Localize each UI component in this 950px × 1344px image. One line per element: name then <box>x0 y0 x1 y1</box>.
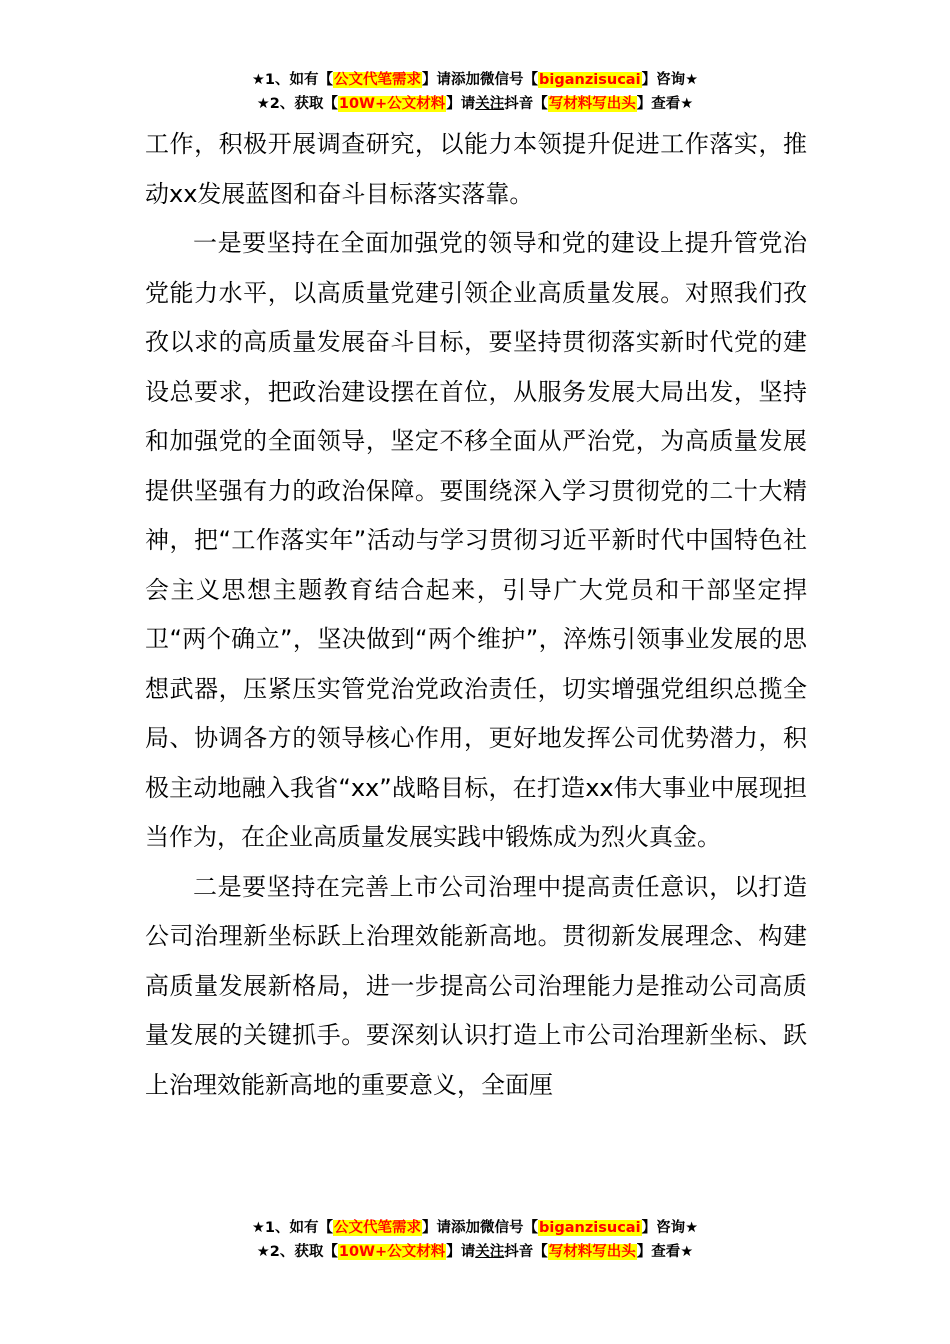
footer-line1-mid2: 微信号【 <box>480 1220 539 1236</box>
banner-line2-mid: 】请 <box>446 96 476 112</box>
banner-line1-highlight-wechat: biganzisucai <box>539 72 641 88</box>
document-body <box>145 120 807 1110</box>
footer-line1-suffix: 】咨询★ <box>641 1220 699 1236</box>
footer-banner-line-1 <box>0 1216 950 1240</box>
banner-line2-mid2: 抖音【 <box>504 96 548 112</box>
banner-line1-highlight-service: 公文代笔需求 <box>334 72 422 88</box>
footer-line2-mid2: 抖音【 <box>504 1244 548 1260</box>
footer-banner <box>0 1216 950 1264</box>
footer-line2-prefix: ★2、获取【 <box>256 1244 338 1260</box>
banner-line2-highlight-materials: 10W+公文材料 <box>338 96 446 112</box>
banner-line1-mid2: 微信号【 <box>480 72 539 88</box>
paragraph-point-two: 二是要坚持在完善上市公司治理中提高责任意识，以打造公司治理新坐标跃上治理效能新高地。贯彻新发展理念、构建高质量发展新格局，进一步提高公司治理能力是推动公司高质量发展的关键抓手。要深刻认识打造上市公司治理新坐标、跃上治理效能新高地的重要意义，全面厘 <box>145 872 807 1099</box>
banner-line-1 <box>0 68 950 92</box>
footer-line1-emph: 加 <box>465 1220 481 1236</box>
footer-banner-line-2 <box>0 1240 950 1264</box>
banner-line1-emph: 加 <box>465 72 481 88</box>
header-banner <box>0 68 950 116</box>
banner-line-2 <box>0 92 950 116</box>
paragraph-continuation: 工作，积极开展调查研究，以能力本领提升促进工作落实，推动xx发展蓝图和奋斗目标落实落靠。 <box>145 130 807 208</box>
footer-line1-prefix: ★1、如有【 <box>251 1220 334 1236</box>
banner-line1-suffix: 】咨询★ <box>641 72 699 88</box>
footer-line2-highlight-douyin: 写材料写出头 <box>548 1244 636 1260</box>
footer-line1-mid: 】请添 <box>422 1220 466 1236</box>
banner-line1-prefix: ★1、如有【 <box>251 72 334 88</box>
footer-line2-suffix: 】查看★ <box>636 1244 694 1260</box>
footer-line1-highlight-service: 公文代笔需求 <box>334 1220 422 1236</box>
banner-line2-suffix: 】查看★ <box>636 96 694 112</box>
banner-line2-emph: 关注 <box>475 96 505 112</box>
banner-line2-highlight-douyin: 写材料写出头 <box>548 96 636 112</box>
banner-line1-mid: 】请添 <box>422 72 466 88</box>
paragraph-point-one: 一是要坚持在全面加强党的领导和党的建设上提升管党治党能力水平，以高质量党建引领企业高质量发展。对照我们孜孜以求的高质量发展奋斗目标，要坚持贯彻落实新时代党的建设总要求，把政治建设摆在首位，从服务发展大局出发，坚持和加强党的全面领导，坚定不移全面从严治党，为高质量发展提供坚强有力的政治保障。要围绕深入学习贯彻党的二十大精神，把“工作落实年”活动与学习贯彻习近平新时代中国特色社会主义思想主题教育结合起来，引导广大党员和干部坚定捍卫“两个确立”，坚决做到“两个维护”，淬炼引领事业发展的思想武器，压紧压实管党治党政治责任，切实增强党组织总揽全局、协调各方的领导核心作用，更好地发挥公司优势潜力，积极主动地融入我省“xx”战略目标，在打造xx伟大事业中展现担当作为，在企业高质量发展实践中锻炼成为烈火真金。 <box>145 229 807 851</box>
footer-line2-mid: 】请 <box>446 1244 476 1260</box>
banner-line2-prefix: ★2、获取【 <box>256 96 338 112</box>
footer-line2-emph: 关注 <box>475 1244 505 1260</box>
footer-line2-highlight-materials: 10W+公文材料 <box>338 1244 446 1260</box>
footer-line1-highlight-wechat: biganzisucai <box>539 1220 641 1236</box>
